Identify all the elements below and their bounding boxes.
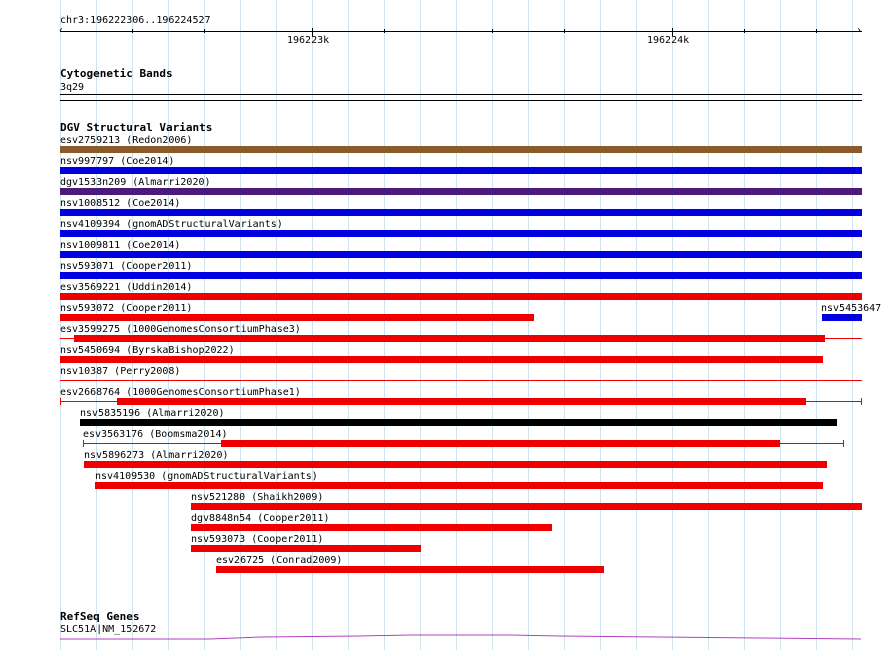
ruler-tick-label: 196224k	[647, 35, 690, 46]
grid-line	[780, 0, 781, 650]
feature-label: esv2759213 (Redon2006)	[60, 135, 193, 146]
grid-line	[456, 0, 457, 650]
ruler-minor-tick	[492, 29, 493, 33]
grid-line	[528, 0, 529, 650]
grid-line	[384, 0, 385, 650]
feature-label: nsv5835196 (Almarri2020)	[80, 408, 225, 419]
gene-model[interactable]	[60, 632, 862, 642]
cytoband-bar-top	[60, 94, 862, 95]
feature-bar[interactable]	[216, 566, 604, 573]
feature-label: nsv1009811 (Coe2014)	[60, 240, 181, 251]
feature-label: nsv593072 (Cooper2011)	[60, 303, 193, 314]
feature-bar[interactable]	[191, 524, 552, 531]
grid-line	[708, 0, 709, 650]
feature-label: esv3569221 (Uddin2014)	[60, 282, 193, 293]
ruler-minor-tick	[132, 29, 133, 33]
ruler-minor-tick	[384, 29, 385, 33]
feature-label: nsv4109530 (gnomADStructuralVariants)	[95, 471, 318, 482]
feature-label: nsv521280 (Shaikh2009)	[191, 492, 324, 503]
gene-label: SLC51A|NM_152672	[60, 624, 157, 635]
feature-cap	[60, 398, 61, 405]
grid-line	[852, 0, 853, 650]
feature-bar[interactable]	[60, 209, 862, 216]
feature-bar[interactable]	[822, 314, 862, 321]
feature-cap	[843, 440, 844, 447]
feature-bar[interactable]	[60, 146, 862, 153]
feature-bar[interactable]	[60, 167, 862, 174]
feature-bar[interactable]	[60, 251, 862, 258]
gene-intron-line	[60, 635, 861, 639]
feature-label: dgv8848n54 (Cooper2011)	[191, 513, 330, 524]
cytoband-bar-bottom	[60, 100, 862, 101]
feature-label: nsv4109394 (gnomADStructuralVariants)	[60, 219, 283, 230]
feature-label: dgv1533n209 (Almarri2020)	[60, 177, 211, 188]
feature-label: nsv10387 (Perry2008)	[60, 366, 181, 377]
ruler-minor-tick	[204, 29, 205, 33]
feature-bar[interactable]	[117, 398, 806, 405]
ruler-minor-tick	[564, 29, 565, 33]
ruler-tick-label: 196223k	[287, 35, 330, 46]
dgv-track-title: DGV Structural Variants	[60, 121, 213, 134]
grid-line	[636, 0, 637, 650]
grid-line	[564, 0, 565, 650]
feature-bar[interactable]	[80, 419, 837, 426]
ruler-minor-tick	[816, 29, 817, 33]
ruler-axis	[60, 31, 862, 32]
feature-label: esv3563176 (Boomsma2014)	[83, 429, 228, 440]
feature-bar[interactable]	[60, 314, 534, 321]
feature-label: esv3599275 (1000GenomesConsortiumPhase3)	[60, 324, 301, 335]
feature-label: nsv5450694 (ByrskaBishop2022)	[60, 345, 235, 356]
cytoband-track-title: Cytogenetic Bands	[60, 67, 173, 80]
feature-cap	[83, 440, 84, 447]
feature-bar[interactable]	[95, 482, 823, 489]
feature-label: nsv1008512 (Coe2014)	[60, 198, 181, 209]
feature-bar[interactable]	[60, 188, 862, 195]
ruler-left-arrow-icon: ‹	[58, 25, 65, 36]
feature-label: nsv997797 (Coe2014)	[60, 156, 175, 167]
grid-line	[312, 0, 313, 650]
feature-bar[interactable]	[191, 503, 862, 510]
feature-bar[interactable]	[60, 356, 823, 363]
feature-cap	[861, 398, 862, 405]
grid-line	[492, 0, 493, 650]
feature-label: nsv5896273 (Almarri2020)	[84, 450, 229, 461]
feature-bar[interactable]	[60, 230, 862, 237]
feature-label: nsv593073 (Cooper2011)	[191, 534, 324, 545]
feature-bar[interactable]	[60, 272, 862, 279]
feature-label: esv26725 (Conrad2009)	[216, 555, 343, 566]
grid-line	[744, 0, 745, 650]
grid-line	[348, 0, 349, 650]
grid-line	[420, 0, 421, 650]
feature-bar[interactable]	[84, 461, 827, 468]
ruler-right-arrow-icon: ›	[856, 25, 863, 36]
grid-line	[600, 0, 601, 650]
feature-bar[interactable]	[60, 293, 862, 300]
refseq-track-title: RefSeq Genes	[60, 610, 140, 623]
feature-connector	[60, 380, 862, 381]
grid-line	[816, 0, 817, 650]
ruler-minor-tick	[744, 29, 745, 33]
cytoband-label: 3q29	[60, 82, 85, 93]
feature-bar[interactable]	[191, 545, 421, 552]
feature-bar[interactable]	[74, 335, 825, 342]
feature-label: nsv593071 (Cooper2011)	[60, 261, 193, 272]
feature-label: esv2668764 (1000GenomesConsortiumPhase1)	[60, 387, 301, 398]
grid-line	[672, 0, 673, 650]
ruler-location: chr3:196222306..196224527	[60, 15, 211, 26]
feature-bar[interactable]	[221, 440, 780, 447]
feature-label: nsv5453647	[821, 303, 882, 314]
